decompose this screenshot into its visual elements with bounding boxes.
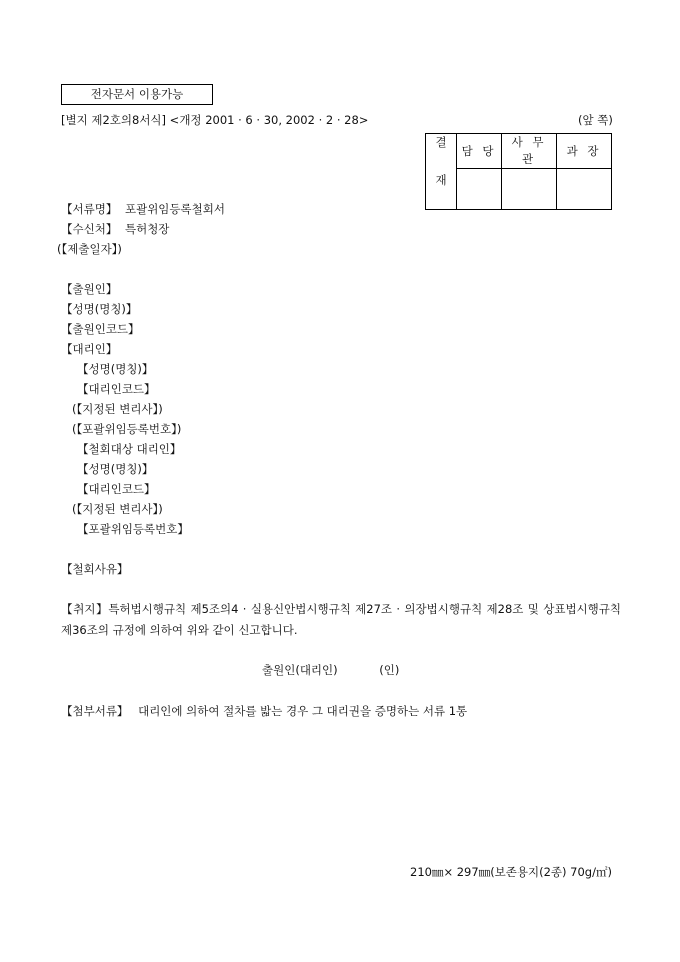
poa-number-field: (【포괄위임등록번호】) [72, 422, 182, 436]
recipient-label: 【수신처】 [61, 222, 118, 236]
submit-date-field: (【제출일자】) [57, 242, 122, 256]
doc-name-row [61, 201, 225, 217]
approval-side-cell [426, 134, 457, 210]
recipient-row [61, 221, 169, 237]
applicant-field: 【출원인】 [61, 282, 118, 296]
designated-attorney-field: (【지정된 변리사】) [72, 402, 163, 416]
agent-field: 【대리인】 [61, 342, 118, 356]
attachments-text: 대리인에 의하여 절차를 밟는 경우 그 대리권을 증명하는 서류 1통 [138, 704, 468, 718]
target-poa-number-field: 【포괄위임등록번호】 [77, 522, 189, 536]
withdraw-reason-field: 【철회사유】 [61, 562, 129, 576]
applicant-name-field: 【성명(명칭)】 [61, 302, 138, 316]
approval-table [425, 133, 612, 210]
signature-line [262, 662, 399, 678]
approval-sign-officer [502, 169, 557, 210]
target-code-field: 【대리인코드】 [77, 482, 156, 496]
approval-header-officer: 사 무 관 [502, 134, 557, 169]
target-name-field: 【성명(명칭)】 [77, 462, 154, 476]
agent-name-field: 【성명(명칭)】 [77, 362, 154, 376]
signer-label: 출원인(대리인) [262, 663, 338, 677]
approval-sign-director [557, 169, 612, 210]
approval-header-director: 과 장 [557, 134, 612, 169]
attachments-label: 【첨부서류】 [61, 704, 129, 718]
seal-mark: (인) [379, 663, 400, 677]
approval-sign-staff [457, 169, 502, 210]
recipient-value: 특허청장 [124, 222, 170, 236]
e-document-label: 전자문서 이용가능 [61, 84, 213, 105]
approval-side-top: 결 [435, 135, 447, 149]
withdraw-target-field: 【철회대상 대리인】 [77, 442, 182, 456]
approval-side-bottom: 재 [435, 173, 447, 187]
doc-name-label: 【서류명】 [61, 202, 118, 216]
paper-spec: 210㎜× 297㎜(보존용지(2종) 70g/㎡) [410, 865, 612, 879]
page-side-note: (앞 쪽) [578, 113, 613, 127]
agent-code-field: 【대리인코드】 [77, 382, 156, 396]
target-designated-field: (【지정된 변리사】) [72, 502, 163, 516]
form-reference: [별지 제2호의8서식] <개정 2001 · 6 · 30, 2002 · 2 · 28> [61, 113, 369, 127]
doc-name-value: 포괄위임등록철회서 [124, 202, 225, 216]
applicant-code-field: 【출원인코드】 [61, 322, 140, 336]
purpose-paragraph: 【취지】특허법시행규칙 제5조의4 · 실용신안법시행규칙 제27조 · 의장법시행규칙 제28조 및 상표법시행규칙 제36조의 규정에 의하여 위와 같이 신고합니다. [61, 602, 621, 637]
attachments-row [61, 703, 467, 719]
approval-header-staff: 담 당 [457, 134, 502, 169]
